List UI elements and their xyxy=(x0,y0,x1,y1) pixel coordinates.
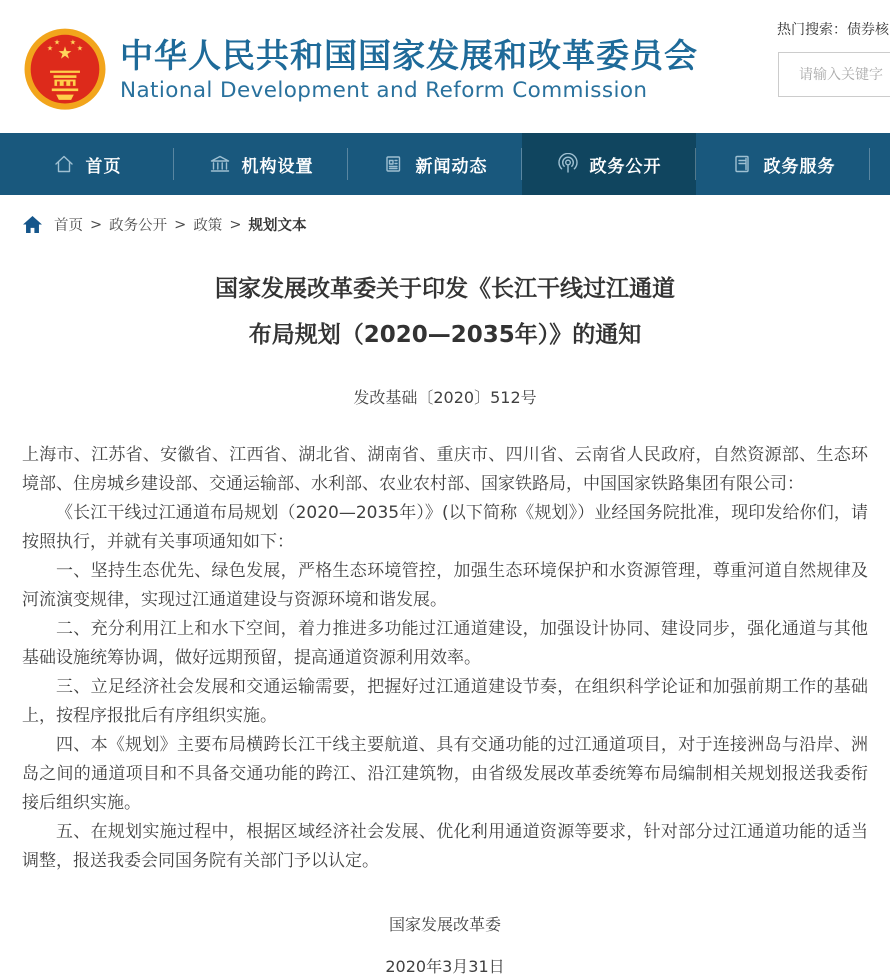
document-number: 发改基础〔2020〕512号 xyxy=(353,388,537,407)
home-icon xyxy=(53,153,75,175)
paragraph-item-1: 一、坚持生态优先、绿色发展，严格生态环境管控，加强生态环境保护和水资源管理，尊重河道自然规律及河流演变规律，实现过江通道建设与资源环境和谐发展。 xyxy=(22,561,868,610)
news-icon xyxy=(383,153,405,175)
svg-text:★: ★ xyxy=(46,43,54,53)
svg-text:★: ★ xyxy=(69,37,77,47)
national-emblem-logo xyxy=(21,26,109,114)
document-title xyxy=(0,266,890,358)
svg-text:★: ★ xyxy=(57,42,73,63)
breadcrumb-item-disclosure[interactable]: 政务公开 xyxy=(109,218,168,234)
hot-search-text[interactable]: 热门搜索：债券核 xyxy=(777,22,889,38)
paragraph-item-2: 二、充分利用江上和水下空间，着力推进多功能过江通道建设，加强设计协同、建设同步，强化通道与其他基础设施统筹协调，做好远期预留，提高通道资源利用效率。 xyxy=(22,619,868,668)
breadcrumb xyxy=(0,195,890,235)
document-body xyxy=(22,441,868,876)
institution-icon xyxy=(209,153,231,175)
site-title-english: National Development and Reform Commission xyxy=(120,78,648,103)
breadcrumb-item-policy[interactable]: 政策 xyxy=(193,218,223,234)
svg-text:★: ★ xyxy=(76,43,84,53)
nav-label: 首页 xyxy=(85,156,122,177)
nav-item-government-disclosure[interactable] xyxy=(522,133,696,195)
nav-label: 新闻动态 xyxy=(415,156,488,177)
site-brand xyxy=(120,36,698,105)
paragraph-recipients: 上海市、江苏省、安徽省、江西省、湖北省、湖南省、重庆市、四川省、云南省人民政府，自然资源部、生态环境部、住房城乡建设部、交通运输部、水利部、农业农村部、国家铁路局，中国国家铁路集团有限公司： xyxy=(22,445,868,494)
nav-item-institutions[interactable] xyxy=(174,133,348,195)
nav-item-home[interactable] xyxy=(0,133,174,195)
svg-text:★: ★ xyxy=(53,37,61,47)
paragraph-item-4: 四、本《规划》主要布局横跨长江干线主要航道、具有交通功能的过江通道项目，对于连接洲岛与沿岸、洲岛之间的通道项目和不具备交通功能的跨江、沿江建筑物，由省级发展改革委统筹布局编制相关规划报送我委衔接后组织实施。 xyxy=(22,735,868,813)
breadcrumb-item-home[interactable]: 首页 xyxy=(54,218,83,234)
breadcrumb-home-icon[interactable] xyxy=(22,215,43,234)
paragraph-intro: 《长江干线过江通道布局规划（2020—2035年）》(以下简称《规划》）业经国务院批准，现印发给你们，请按照执行，并就有关事项通知如下： xyxy=(22,503,868,552)
breadcrumb-item-current: 规划文本 xyxy=(248,218,307,234)
paragraph-item-5: 五、在规划实施过程中，根据区域经济社会发展、优化利用通道资源等要求，针对部分过江通道功能的适当调整，报送我委会同国务院有关部门予以认定。 xyxy=(22,822,868,871)
nav-item-government-services[interactable] xyxy=(696,133,870,195)
breadcrumb-separator: > xyxy=(229,216,242,233)
nav-label: 机构设置 xyxy=(241,156,314,177)
search-box xyxy=(778,52,890,97)
paragraph-item-3: 三、立足经济社会发展和交通运输需要，把握好过江通道建设节奏，在组织科学论证和加强前期工作的基础上，按程序报批后有序组织实施。 xyxy=(22,677,868,726)
signature: 国家发展改革委 xyxy=(388,915,501,934)
article xyxy=(0,266,890,977)
nav-label: 政务服务 xyxy=(763,156,836,177)
document-title-line2: 布局规划（2020—2035年）》的通知 xyxy=(248,322,642,348)
nav-item-news[interactable] xyxy=(348,133,522,195)
breadcrumb-separator: > xyxy=(174,216,187,233)
document-icon xyxy=(731,153,753,175)
broadcast-icon xyxy=(557,153,579,175)
nav-label: 政务公开 xyxy=(589,156,662,177)
document-title-line1: 国家发展改革委关于印发《长江干线过江通道 xyxy=(215,276,675,302)
site-title-chinese: 中华人民共和国国家发展和改革委员会 xyxy=(120,36,698,75)
main-navigation xyxy=(0,133,890,195)
breadcrumb-separator: > xyxy=(90,216,103,233)
site-header xyxy=(0,0,890,133)
search-input[interactable] xyxy=(779,53,890,96)
signature-date: 2020年3月31日 xyxy=(385,957,505,976)
